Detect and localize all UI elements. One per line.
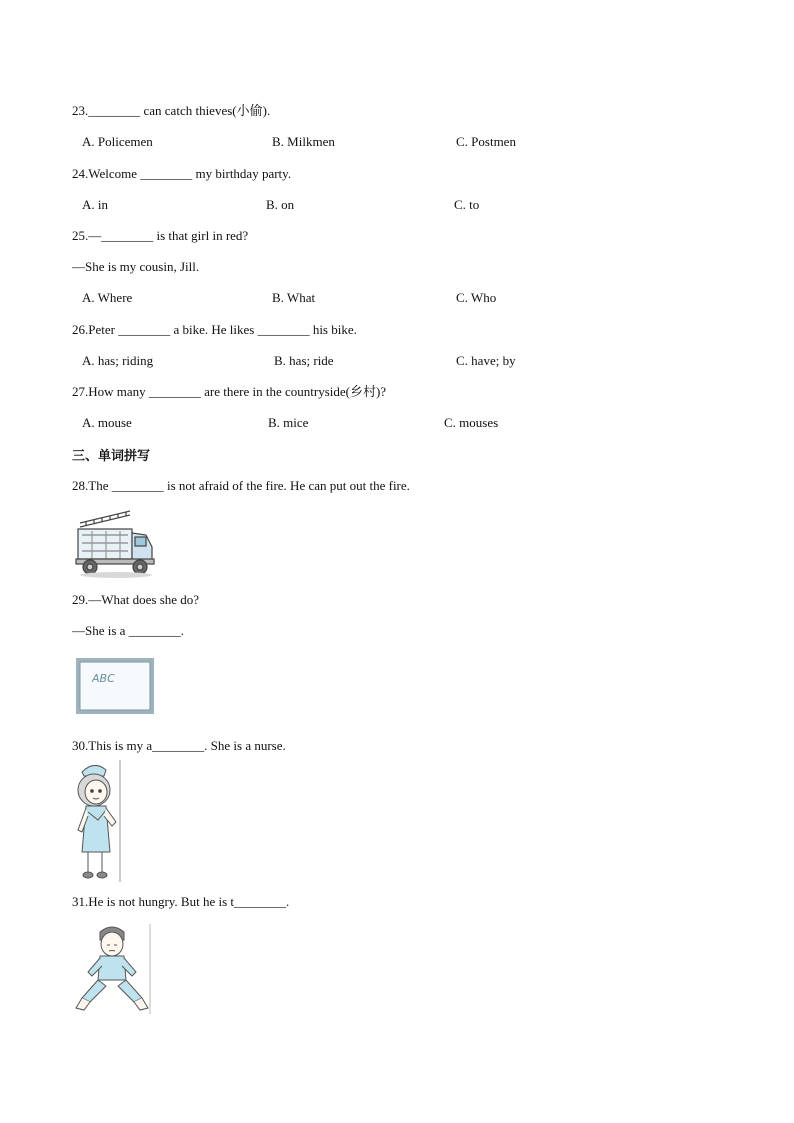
question-27-option-a: A. mouse	[82, 415, 132, 430]
blackboard-image	[74, 656, 158, 718]
question-27-option-b: B. mice	[268, 415, 309, 430]
tired-boy-image	[72, 924, 152, 1014]
question-25-option-b: B. What	[272, 290, 316, 305]
question-28-stem: 28.The ________ is not afraid of the fire. He can put out the fire.	[72, 478, 410, 493]
question-23-option-c: C. Postmen	[456, 134, 516, 149]
question-26-option-c: C. have; by	[456, 353, 516, 368]
question-27-option-c: C. mouses	[444, 415, 499, 430]
fire-truck-image	[72, 505, 156, 579]
question-26-stem: 26.Peter ________ a bike. He likes ________ his bike.	[72, 322, 357, 337]
question-25-option-a: A. Where	[82, 290, 133, 305]
question-26-option-b: B. has; ride	[274, 353, 334, 368]
nurse-image	[72, 760, 126, 882]
question-29-stem: 29.—What does she do?	[72, 592, 200, 607]
question-30-stem: 30.This is my a________. She is a nurse.	[72, 738, 286, 753]
question-24-option-c: C. to	[454, 197, 480, 212]
question-24-option-b: B. on	[266, 197, 295, 212]
question-23-option-b: B. Milkmen	[272, 134, 335, 149]
question-23-option-a: A. Policemen	[82, 134, 153, 149]
board-text: ABC	[92, 672, 115, 685]
question-25-answer-line: —She is my cousin, Jill.	[72, 259, 200, 274]
question-25-option-c: C. Who	[456, 290, 497, 305]
question-25-stem: 25.—________ is that girl in red?	[72, 228, 249, 243]
question-29-answer-line: —She is a ________.	[72, 623, 184, 638]
question-26-option-a: A. has; riding	[82, 353, 154, 368]
question-24-option-a: A. in	[82, 197, 108, 212]
question-23-stem: 23.________ can catch thieves(小偷).	[72, 103, 271, 118]
question-31-stem: 31.He is not hungry. But he is t________.	[72, 894, 290, 909]
question-27-stem: 27.How many ________ are there in the countryside(乡村)?	[72, 384, 387, 399]
question-24-stem: 24.Welcome ________ my birthday party.	[72, 166, 292, 181]
section-heading: 三、单词拼写	[72, 449, 151, 464]
